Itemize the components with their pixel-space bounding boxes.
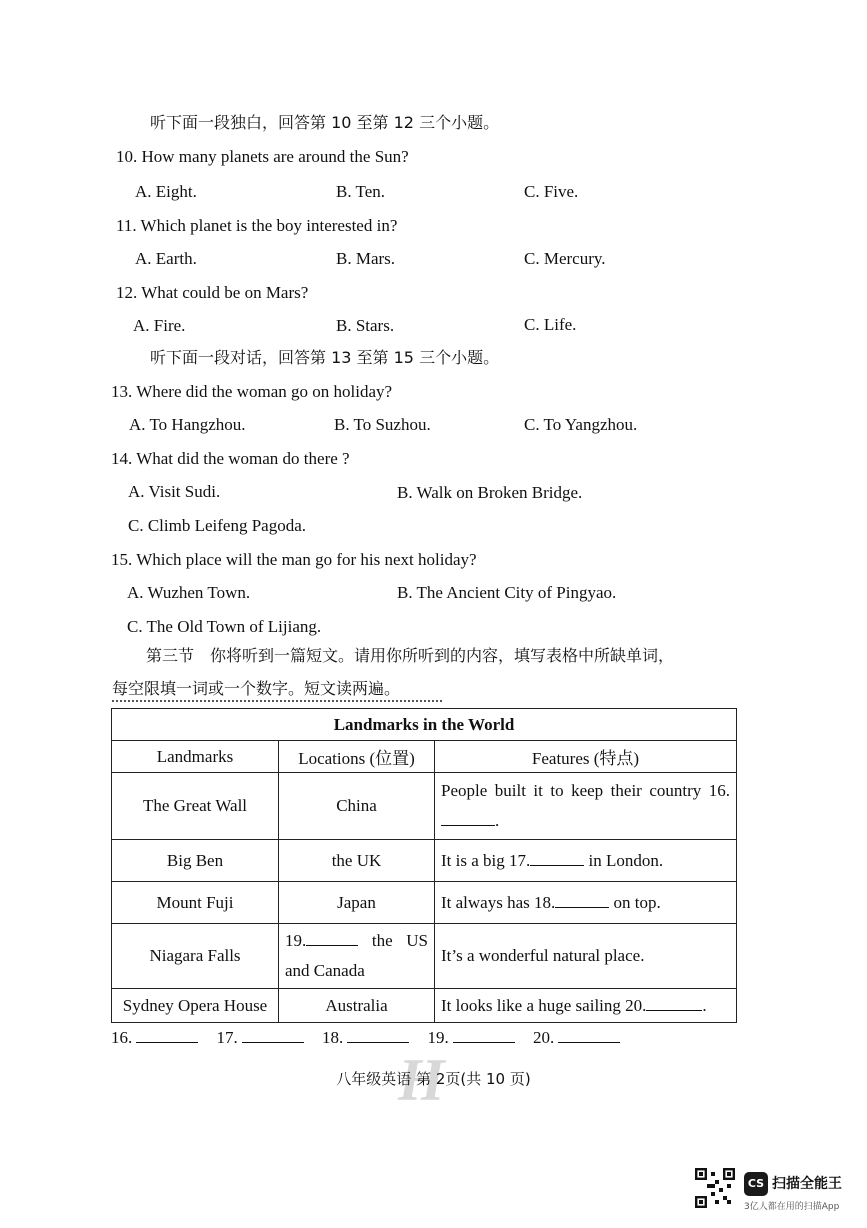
table-row bbox=[112, 989, 737, 1023]
q13-option-a: A. To Hangzhou. bbox=[129, 415, 246, 434]
table-row bbox=[112, 840, 737, 882]
section-intro-dialogue: 听下面一段对话，回答第 13 至第 15 三个小题。 bbox=[150, 348, 500, 367]
header-landmarks: Landmarks bbox=[112, 741, 279, 773]
q11-option-a: A. Earth. bbox=[135, 249, 197, 268]
blank-18[interactable] bbox=[555, 891, 609, 908]
question-13: 13. Where did the woman go on holiday? bbox=[111, 382, 393, 401]
answer-label-17: 17. bbox=[216, 1028, 238, 1047]
blank-19[interactable] bbox=[306, 929, 358, 946]
question-12: 12. What could be on Mars? bbox=[116, 283, 309, 302]
q11-option-b: B. Mars. bbox=[336, 249, 396, 268]
landmarks-table bbox=[111, 708, 737, 1023]
q10-option-a: A. Eight. bbox=[135, 182, 197, 201]
blank-20[interactable] bbox=[646, 994, 702, 1011]
blank-16[interactable] bbox=[441, 809, 495, 826]
blank-17[interactable] bbox=[530, 849, 584, 866]
page-footer: 八年级英语 第 2页(共 10 页) bbox=[336, 1070, 531, 1088]
section-intro-monologue: 听下面一段独白，回答第 10 至第 12 三个小题。 bbox=[150, 113, 500, 132]
feature-cell: It looks like a huge sailing 20. . bbox=[435, 989, 737, 1023]
landmark-cell: Big Ben bbox=[112, 840, 279, 882]
q15-option-c: C. The Old Town of Lijiang. bbox=[127, 617, 322, 636]
table-title: Landmarks in the World bbox=[112, 709, 737, 741]
q13-option-b: B. To Suzhou. bbox=[334, 415, 431, 434]
answer-blank-17[interactable] bbox=[242, 1026, 304, 1043]
watermark-logo: H bbox=[398, 1047, 445, 1113]
qr-code-icon bbox=[695, 1168, 735, 1208]
location-cell: Japan bbox=[279, 882, 435, 924]
landmark-cell: Sydney Opera House bbox=[112, 989, 279, 1023]
header-locations: Locations (位置) bbox=[279, 741, 435, 773]
q14-option-b: B. Walk on Broken Bridge. bbox=[397, 483, 583, 502]
q14-option-c: C. Climb Leifeng Pagoda. bbox=[128, 516, 307, 535]
landmark-cell: Mount Fuji bbox=[112, 882, 279, 924]
q12-option-a: A. Fire. bbox=[133, 316, 186, 335]
question-15: 15. Which place will the man go for his next holiday? bbox=[111, 550, 477, 569]
answer-label-18: 18. bbox=[322, 1028, 344, 1047]
answer-blank-18[interactable] bbox=[347, 1026, 409, 1043]
section3-instructions-line1: 第三节 你将听到一篇短文。请用你所听到的内容，填写表格中所缺单词， bbox=[146, 646, 675, 665]
q15-option-b: B. The Ancient City of Pingyao. bbox=[397, 583, 617, 602]
feature-cell: It is a big 17. in London. bbox=[435, 840, 737, 882]
camscanner-tagline: 3亿人都在用的扫描App bbox=[744, 1202, 840, 1212]
q15-option-a: A. Wuzhen Town. bbox=[127, 583, 251, 602]
table-row bbox=[112, 924, 737, 989]
location-cell: the UK bbox=[279, 840, 435, 882]
q10-option-c: C. Five. bbox=[524, 182, 579, 201]
feature-cell: It’s a wonderful natural place. bbox=[435, 924, 737, 989]
header-features: Features (特点) bbox=[435, 741, 737, 773]
location-cell: Australia bbox=[279, 989, 435, 1023]
q11-option-c: C. Mercury. bbox=[524, 249, 606, 268]
question-14: 14. What did the woman do there ? bbox=[111, 449, 350, 468]
q12-option-b: B. Stars. bbox=[336, 316, 395, 335]
answer-blank-16[interactable] bbox=[136, 1026, 198, 1043]
location-cell: China bbox=[279, 773, 435, 840]
q10-option-b: B. Ten. bbox=[336, 182, 386, 201]
q13-option-c: C. To Yangzhou. bbox=[524, 415, 638, 434]
location-cell: 19. the US and Canada bbox=[279, 924, 435, 989]
answer-label-16: 16. bbox=[111, 1028, 133, 1047]
question-11: 11. Which planet is the boy interested in? bbox=[116, 216, 398, 235]
answer-blank-20[interactable] bbox=[558, 1026, 620, 1043]
camscanner-name: 扫描全能王 bbox=[772, 1176, 842, 1192]
q12-option-c: C. Life. bbox=[524, 315, 577, 334]
answer-line bbox=[111, 1026, 634, 1049]
feature-cell: It always has 18. on top. bbox=[435, 882, 737, 924]
answer-label-19: 19. bbox=[427, 1028, 449, 1047]
answer-blank-19[interactable] bbox=[453, 1026, 515, 1043]
q14-option-a: A. Visit Sudi. bbox=[128, 482, 221, 501]
emphasis-dots bbox=[112, 700, 442, 702]
table-row bbox=[112, 882, 737, 924]
table-row bbox=[112, 773, 737, 840]
question-10: 10. How many planets are around the Sun? bbox=[116, 147, 409, 166]
landmark-cell: Niagara Falls bbox=[112, 924, 279, 989]
landmark-cell: The Great Wall bbox=[112, 773, 279, 840]
feature-cell: People built it to keep their country 16.. bbox=[435, 773, 737, 840]
camscanner-logo: CS bbox=[744, 1172, 768, 1196]
answer-label-20: 20. bbox=[533, 1028, 555, 1047]
section3-instructions-line2: 每空限填一词或一个数字。短文读两遍。 bbox=[112, 679, 401, 698]
